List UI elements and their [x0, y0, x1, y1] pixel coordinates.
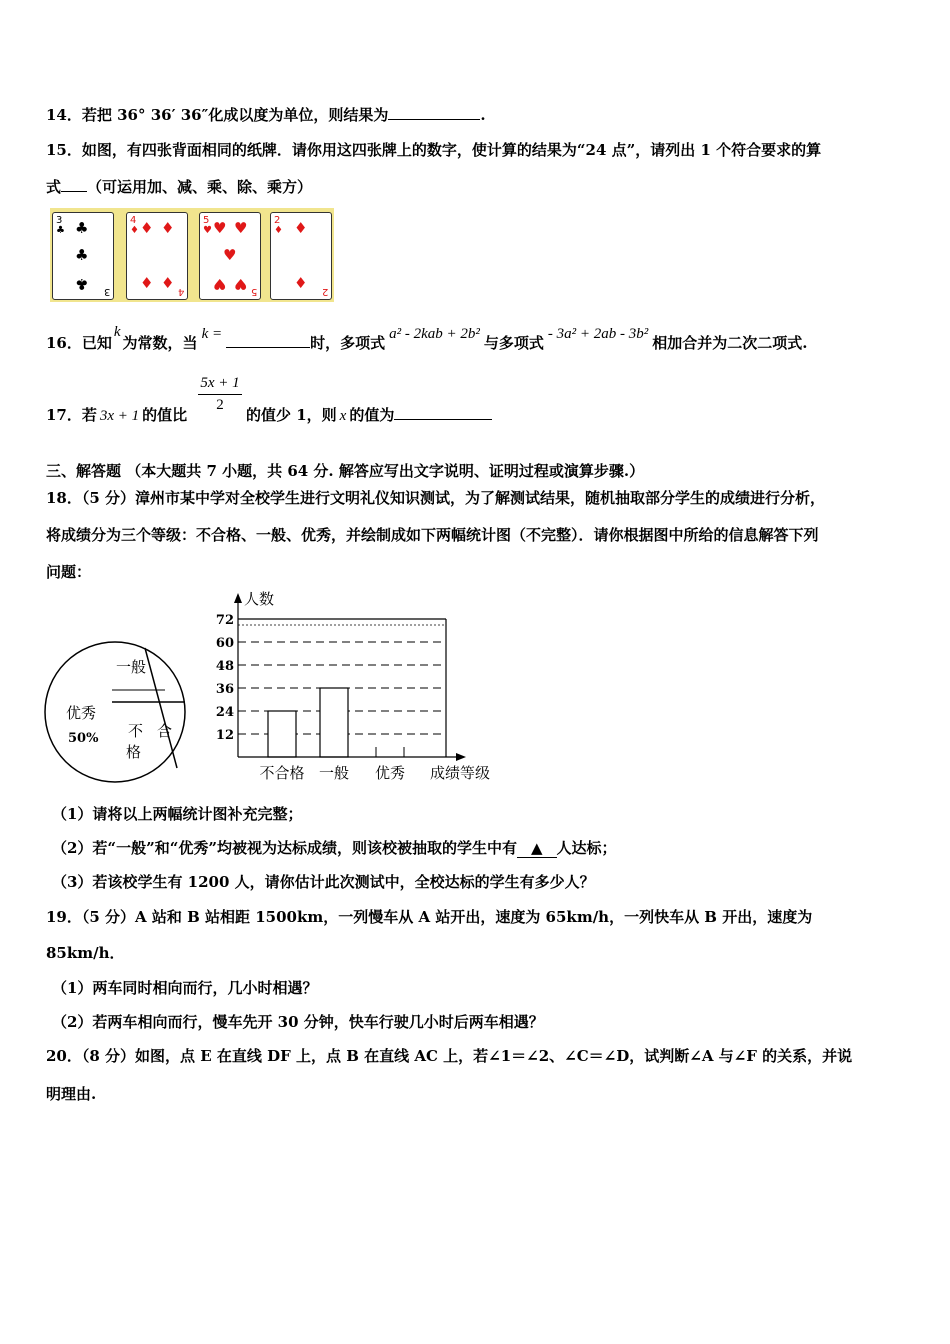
club-icon: ♣ [75, 246, 89, 264]
card-2-diamonds: 2 ♦ ♦ ♦ 2 [270, 212, 332, 300]
question-18-line-1: 18．（5 分）漳州市某中学对全校学生进行文明礼仪知识测试，为了解测试结果，随机抽取部分学生的成绩进行分析， [46, 489, 826, 507]
answer-blank[interactable] [388, 105, 480, 120]
diamond-icon: ♦ [274, 225, 283, 236]
triangle-icon: ▲ [530, 839, 543, 857]
pie-label-fail: 不 [128, 722, 144, 740]
diamond-icon: ♦ [130, 225, 139, 236]
heart-icon: ♥ [213, 275, 227, 293]
pie-label-general: 一般 [116, 658, 147, 676]
question-17-tail: 的值少 1，则 x 的值为 [246, 404, 492, 425]
fraction: 5x + 1 2 [198, 375, 242, 414]
question-18-sub-3: （3）若该校学生有 1200 人，请你估计此次测试中，全校达标的学生有多少人？ [52, 873, 595, 891]
question-19-line-1: 19．（5 分）A 站和 B 站相距 1500km，一列慢车从 A 站开出，速度为 65km/h，一列快车从 B 开出，速度为 [46, 908, 813, 926]
question-15-line-1: 15．如图，有四张背面相同的纸牌．请你用这四张牌上的数字，使计算的结果为“24 点”，请列出 1 个符合要求的算 [46, 141, 822, 159]
question-19-line-2: 85km/h． [46, 944, 125, 962]
question-18-sub-2: （2）若“一般”和“优秀”均被视为达标成绩，则该校被抽取的学生中有 ▲ 人达标； [52, 839, 617, 857]
heart-icon: ♥ [213, 219, 227, 237]
answer-blank[interactable] [394, 405, 492, 420]
x-category-label: 优秀 [374, 764, 406, 782]
diamond-icon: ♦ [294, 219, 308, 237]
y-tick-label: 72 [215, 613, 234, 628]
bar-2 [320, 688, 348, 757]
answer-blank[interactable] [517, 839, 557, 858]
heart-icon: ♥ [223, 246, 237, 264]
question-18-sub-1: （1）请将以上两幅统计图补充完整； [52, 805, 303, 823]
x-axis-label: 成绩等级 [430, 764, 491, 782]
y-tick-label: 36 [215, 682, 234, 697]
pie-label-fail: 合 [157, 722, 173, 740]
pie-label-excellent: 优秀 [66, 704, 97, 722]
question-14: 14．若把 36° 36′ 36″化成以度为单位，则结果为 . [46, 106, 486, 124]
question-20-line-2: 明理由. [46, 1085, 97, 1103]
diamond-icon: ♦ [140, 274, 154, 292]
question-17: 17．若 3x + 1 的值比 [46, 406, 188, 424]
card-5-hearts: 5 ♥ ♥ ♥ ♥ ♥ ♥ 5 [199, 212, 261, 300]
diamond-icon: ♦ [294, 274, 308, 292]
bar-1 [268, 711, 296, 757]
answer-blank[interactable] [226, 333, 310, 348]
y-tick-label: 60 [215, 636, 234, 651]
diamond-icon: ♦ [161, 219, 175, 237]
club-icon: ♣ [75, 219, 89, 237]
question-19-sub-2: （2）若两车相向而行，慢车先开 30 分钟，快车行驶几小时后两车相遇？ [52, 1013, 544, 1031]
card-3-clubs: 3 ♣ ♣ ♣ ♣ 3 [52, 212, 114, 300]
x-category-label: 一般 [318, 764, 350, 782]
y-tick-label: 24 [215, 705, 234, 720]
pie-chart [40, 640, 192, 790]
y-tick-label: 48 [215, 659, 234, 674]
answer-blank[interactable] [61, 177, 87, 192]
y-axis-arrow-icon [234, 593, 242, 603]
x-axis-arrow-icon [456, 753, 466, 761]
heart-icon: ♥ [234, 219, 248, 237]
heart-icon: ♥ [234, 275, 248, 293]
y-axis-label: 人数 [244, 590, 275, 608]
question-20-line-1: 20．（8 分）如图，点 E 在直线 DF 上，点 B 在直线 AC 上，若∠1＝∠2、∠C＝∠D，试判断∠A 与∠F 的关系，并说 [46, 1047, 853, 1065]
diamond-icon: ♦ [161, 274, 175, 292]
question-16: 16．已知k为常数，当 k = 时，多项式 a² - 2kab + 2b² 与多项式 - 3a² + 2ab - 3b² 相加合并为二次二项式. [46, 324, 808, 352]
club-icon: ♣ [56, 225, 65, 236]
card-4-diamonds: 4 ♦ ♦ ♦ ♦ ♦ 4 [126, 212, 188, 300]
section-title: 三、解答题 （本大题共 7 小题，共 64 分. 解答应写出文字说明、证明过程或演算步骤.） [46, 462, 645, 480]
x-category-label: 不合格 [259, 764, 305, 782]
question-18-line-3: 问题： [46, 563, 92, 581]
bar-chart [200, 585, 510, 790]
pie-label-excellent-pct: 50% [68, 731, 99, 746]
heart-icon: ♥ [203, 225, 212, 236]
question-19-sub-1: （1）两车同时相向而行，几小时相遇？ [52, 979, 318, 997]
diamond-icon: ♦ [140, 219, 154, 237]
pie-label-fail: 格 [126, 743, 142, 761]
club-icon: ♣ [75, 275, 89, 293]
question-18-line-2: 将成绩分为三个等级：不合格、一般、优秀，并绘制成如下两幅统计图（不完整）．请你根据图中所给的信息解答下列 [46, 526, 819, 544]
y-tick-label: 12 [215, 728, 234, 743]
question-15-line-2: 式 （可运用加、减、乘、除、乘方） [46, 178, 313, 196]
